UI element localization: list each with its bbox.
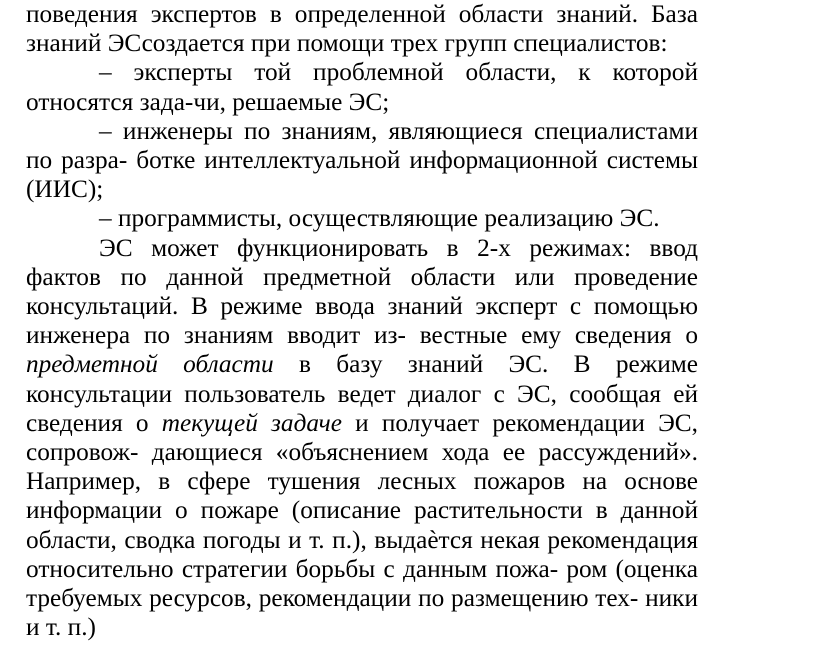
list-item-experts: [26, 58, 698, 116]
text-segment: поведения экспертов в определенной области знаний. База знаний ЭСсоздается при помощи трех групп специалистов:: [26, 0, 698, 58]
italic-term-current-task: текущей задаче: [161, 408, 342, 437]
text-segment: – инженеры по знаниям, являющиеся специалистами по разра- ботке интеллектуальной информационной системы (ИИС);: [26, 116, 698, 204]
text-segment: и получает рекомендации ЭС, сопровож- дающиеся «объяснением хода ее рассуждений». Например, в сфере тушения лесных пожаров на основе информации о пожаре (описание растительности в данной области, сводка погоды и т. п.), выдаѐтся некая рекомендация относительно стратегии борьбы с данным пожа- ром (оценка требуемых ресурсов, рекомендации по размещению тех- ники и т. п.): [26, 408, 698, 642]
text-segment: ЭС может функционировать в 2-х режимах: ввод фактов по данной предметной области или проведение консультаций. В режиме ввода знаний эксперт с помощью инженера по знаниям вводит из- вестные ему сведения о: [26, 233, 698, 350]
paragraph-es-modes: [26, 234, 698, 643]
document-page: [26, 0, 698, 642]
italic-term-subject-area: предметной области: [26, 350, 274, 379]
list-item-programmers: [26, 204, 698, 233]
text-segment: – программисты, осуществляющие реализацию ЭС.: [99, 204, 660, 233]
text-segment: – эксперты той проблемной области, к которой относятся зада-чи, решаемые ЭС;: [26, 58, 698, 116]
paragraph-knowledge-base-intro: [26, 0, 698, 58]
list-item-knowledge-engineers: [26, 117, 698, 205]
text-segment: в базу знаний ЭС. В режиме консультации пользователь ведет диалог с ЭС, сообщая ей сведения о: [26, 350, 698, 437]
